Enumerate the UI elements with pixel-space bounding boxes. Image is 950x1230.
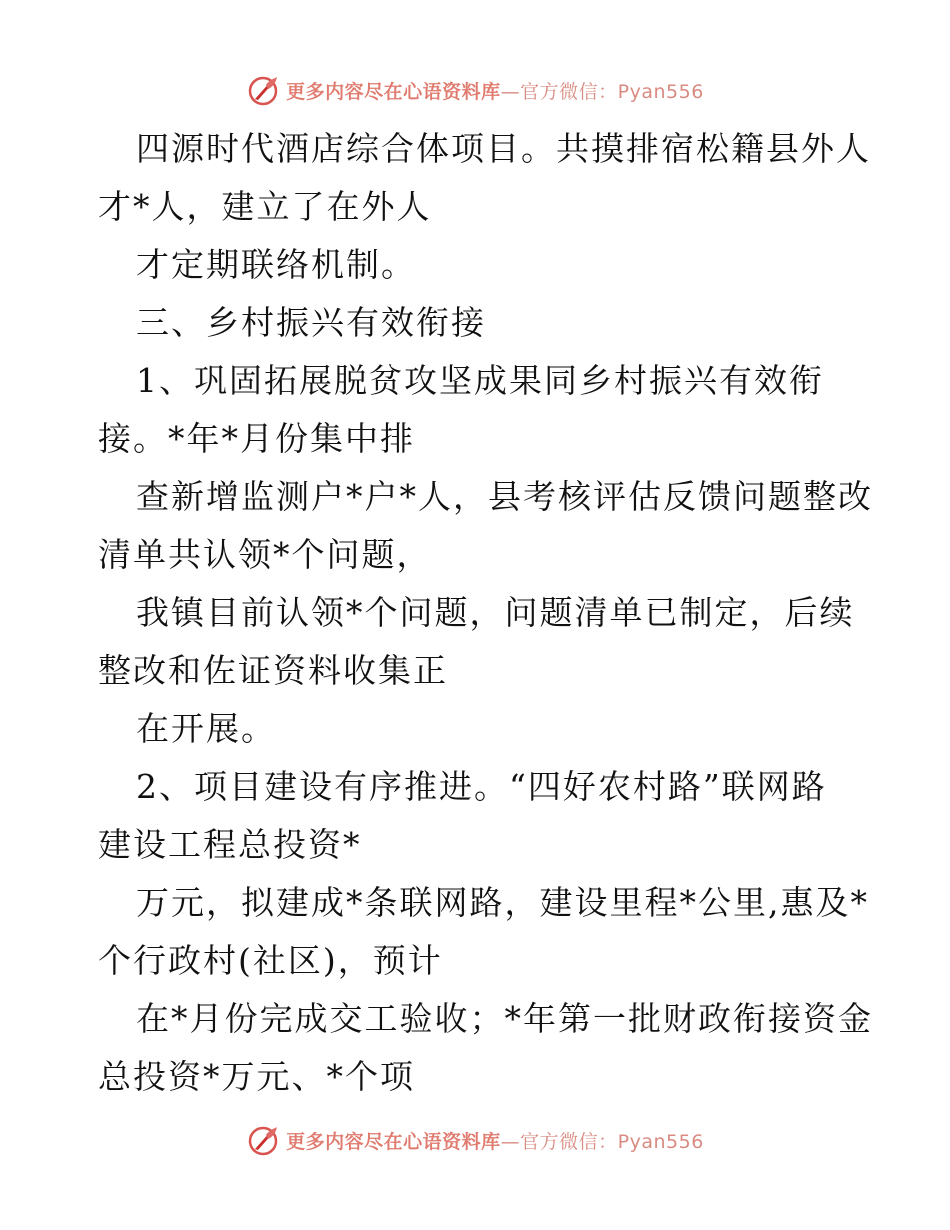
paragraph-line: 查新增监测户*户*人，县考核评估反馈问题整改 [136, 477, 873, 516]
paragraph-line: 整改和佐证资料收集正 [98, 651, 448, 690]
paragraph-line: 1、巩固拓展脱贫攻坚成果同乡村振兴有效衔 [136, 361, 824, 400]
paragraph-line: 在开展。 [136, 709, 276, 748]
paragraph-line: 万元，拟建成*条联网路，建设里程*公里,惠及* [136, 883, 869, 922]
footer-banner-text: 更多内容尽在心语资料库—官方微信：Pyan556 [286, 1130, 704, 1153]
section-heading: 三、乡村振兴有效衔接 [136, 303, 486, 342]
paragraph-line: 四源时代酒店综合体项目。共摸排宿松籍县外人 [136, 129, 871, 168]
paragraph-line: 才定期联络机制。 [136, 245, 416, 284]
quill-logo-icon [246, 1123, 280, 1157]
header-banner-text: 更多内容尽在心语资料库—官方微信：Pyan556 [286, 80, 704, 103]
footer-watermark-banner [0, 1120, 950, 1160]
paragraph-line: 总投资*万元、*个项 [98, 1057, 415, 1096]
paragraph-line: 建设工程总投资* [98, 825, 362, 864]
paragraph-line: 个行政村(社区)，预计 [98, 941, 443, 980]
paragraph-line: 才*人，建立了在外人 [98, 187, 432, 226]
paragraph-line: 2、项目建设有序推进。“四好农村路”联网路 [136, 767, 827, 806]
quill-logo-icon [246, 73, 280, 107]
header-watermark-banner [0, 70, 950, 110]
paragraph-line: 在*月份完成交工验收；*年第一批财政衔接资金 [136, 999, 873, 1038]
paragraph-line: 清单共认领*个问题， [98, 535, 432, 574]
paragraph-line: 我镇目前认领*个问题，问题清单已制定，后续 [136, 593, 855, 632]
paragraph-line: 接。*年*月份集中排 [98, 419, 415, 458]
